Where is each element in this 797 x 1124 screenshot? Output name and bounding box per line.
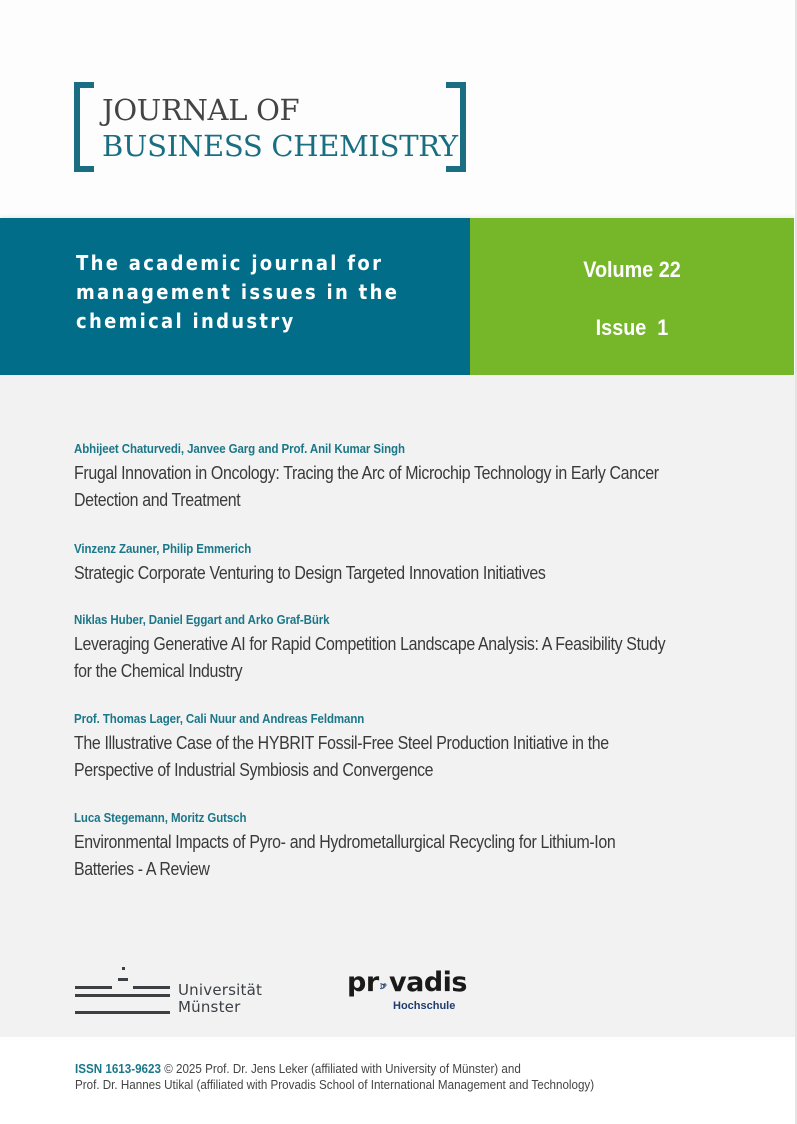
article-title-line[interactable]: Strategic Corporate Venturing to Design Targeted Innovation Initiatives	[74, 562, 546, 583]
table-of-contents	[0, 375, 795, 1037]
info-band	[0, 218, 795, 375]
tagline-line: management issues in the	[76, 280, 400, 304]
tagline-panel	[0, 218, 470, 375]
article-title-line[interactable]: Batteries - A Review	[74, 858, 210, 879]
article-title-line[interactable]: for the Chemical Industry	[74, 660, 243, 681]
left-bracket-icon	[74, 82, 94, 172]
copyright-text: © 2025 Prof. Dr. Jens Leker (affiliated with University of Münster) and	[160, 1062, 521, 1076]
provadis-word-start: pr	[347, 967, 379, 998]
logo-dash-icon	[118, 978, 128, 981]
article-entry[interactable]	[74, 442, 724, 513]
provadis-subtitle: Hochschule	[393, 1000, 456, 1012]
masthead	[0, 0, 795, 218]
university-munster-logo	[75, 965, 275, 1020]
right-bracket-icon	[446, 82, 466, 172]
spiral-icon	[380, 975, 388, 995]
footer-line1	[75, 1061, 594, 1077]
article-title-line[interactable]: Environmental Impacts of Pyro- and Hydrometallurgical Recycling for Lithium-Ion	[74, 831, 616, 852]
tagline-line: The academic journal for	[76, 251, 384, 275]
logo-line-icon	[75, 994, 170, 997]
provadis-logo	[347, 968, 467, 1018]
article-entry[interactable]	[74, 811, 724, 882]
logo-line-icon	[133, 986, 170, 989]
article-authors: Luca Stegemann, Moritz Gutsch	[74, 811, 247, 825]
university-name-line2: Münster	[178, 998, 241, 1016]
article-title-line[interactable]: Perspective of Industrial Symbiosis and Convergence	[74, 759, 434, 780]
article-title-line[interactable]: The Illustrative Case of the HYBRIT Fossil-Free Steel Production Initiative in the	[74, 732, 609, 753]
provadis-wordmark	[347, 968, 467, 998]
volume-label: Volume 22	[583, 257, 681, 282]
university-name-line1: Universität	[178, 981, 263, 999]
article-title-line[interactable]: Frugal Innovation in Oncology: Tracing the Arc of Microchip Technology in Early Cancer	[74, 462, 659, 483]
footer-line2: Prof. Dr. Hannes Utikal (affiliated with Provadis School of International Management and Technology)	[75, 1078, 595, 1092]
journal-title-line1: JOURNAL OF	[102, 93, 300, 127]
provadis-word-end: vadis	[389, 967, 467, 998]
article-authors: Abhijeet Chaturvedi, Janvee Garg and Prof. Anil Kumar Singh	[74, 442, 405, 456]
issue-label: Issue 1	[595, 315, 669, 340]
article-title-line[interactable]: Leveraging Generative AI for Rapid Competition Landscape Analysis: A Feasibility Study	[74, 633, 666, 654]
copyright-footer	[75, 1061, 594, 1093]
article-authors: Niklas Huber, Daniel Eggart and Arko Graf-Bürk	[74, 613, 330, 627]
issue-panel	[470, 218, 794, 375]
article-title-line[interactable]: Detection and Treatment	[74, 489, 241, 510]
logo-line-icon	[75, 986, 112, 989]
article-authors: Prof. Thomas Lager, Cali Nuur and Andreas Feldmann	[74, 712, 365, 726]
article-entry[interactable]	[74, 613, 724, 684]
article-entry[interactable]	[74, 542, 724, 586]
issn-label: ISSN 1613-9623	[75, 1062, 161, 1076]
journal-title-line2: BUSINESS CHEMISTRY	[102, 129, 458, 163]
university-name	[178, 982, 262, 1016]
tagline-line: chemical industry	[76, 309, 296, 333]
logo-dot-icon	[122, 967, 125, 970]
article-entry[interactable]	[74, 712, 724, 783]
article-authors: Vinzenz Zauner, Philip Emmerich	[74, 542, 252, 556]
tagline	[76, 249, 456, 336]
logo-line-icon	[75, 1011, 170, 1014]
journal-title	[102, 92, 458, 164]
